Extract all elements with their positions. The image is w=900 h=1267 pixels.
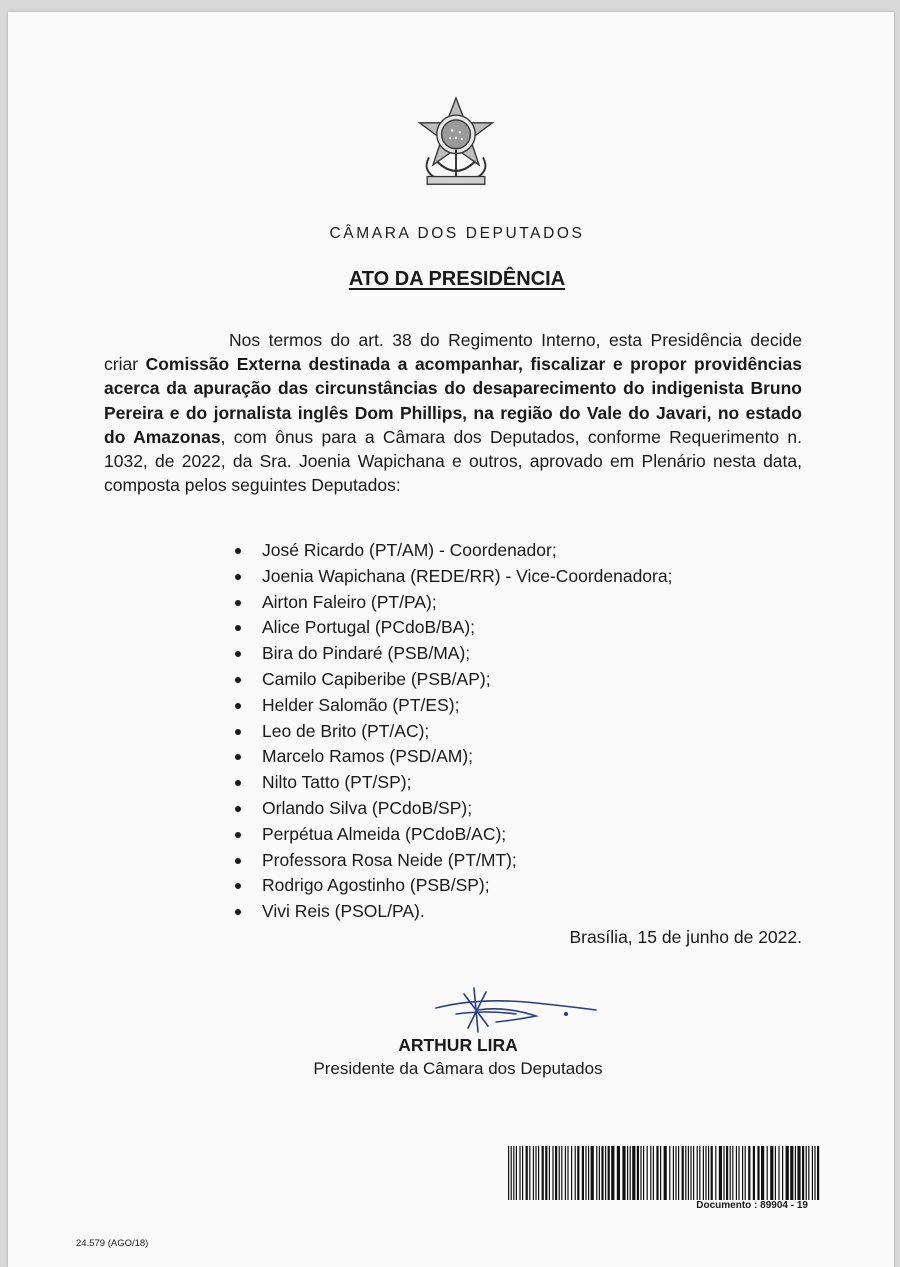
- act-title: ATO DA PRESIDÊNCIA: [348, 268, 566, 290]
- barcode-bar: [522, 1146, 523, 1200]
- list-item: Orlando Silva (PCdoB/SP);: [232, 796, 672, 822]
- barcode-bar: [653, 1146, 654, 1200]
- list-item: Bira do Pindaré (PSB/MA);: [232, 641, 672, 667]
- barcode-bar: [673, 1146, 674, 1200]
- barcode-bar: [632, 1146, 635, 1200]
- barcode-bar: [567, 1146, 568, 1200]
- coat-of-arms-icon: [408, 94, 504, 190]
- barcode-bar: [675, 1146, 676, 1200]
- barcode-bar: [697, 1146, 698, 1200]
- barcode-bar: [552, 1146, 553, 1200]
- barcode-bar: [808, 1146, 809, 1200]
- list-item: Marcelo Ramos (PSD/AM);: [232, 744, 672, 770]
- barcode-bar: [511, 1146, 512, 1200]
- list-item: Joenia Wapichana (REDE/RR) - Vice-Coordenadora;: [232, 564, 672, 590]
- list-item: Airton Faleiro (PT/PA);: [232, 590, 672, 616]
- list-item: Vivi Reis (PSOL/PA).: [232, 899, 672, 925]
- barcode-bar: [715, 1146, 716, 1200]
- barcode-bar: [647, 1146, 648, 1200]
- barcode-bar: [812, 1146, 813, 1200]
- barcode-bar: [814, 1146, 815, 1200]
- body-intro: Nos termos do art. 38 do Regimento Interno, esta Presidência decide criar: [104, 330, 802, 375]
- barcode-bar: [699, 1146, 700, 1200]
- barcode-bar: [678, 1146, 679, 1200]
- list-item: Leo de Brito (PT/AC);: [232, 719, 672, 745]
- barcode-bar: [736, 1146, 737, 1200]
- barcode-bar: [711, 1146, 713, 1200]
- list-item: José Ricardo (PT/AM) - Coordenador;: [232, 538, 672, 564]
- signer-role: Presidente da Câmara dos Deputados: [313, 1059, 603, 1078]
- barcode-bar: [719, 1146, 722, 1200]
- place-date: Brasília, 15 de junho de 2022.: [569, 927, 802, 947]
- barcode-bar: [588, 1146, 589, 1200]
- barcode-bar: [806, 1146, 807, 1200]
- list-item: Professora Rosa Neide (PT/MT);: [232, 848, 672, 874]
- barcode-bar: [516, 1146, 517, 1200]
- barcode-bar: [802, 1146, 804, 1200]
- barcode-bar: [585, 1146, 586, 1200]
- barcode-bar: [529, 1146, 530, 1200]
- barcode-bar: [660, 1146, 661, 1200]
- barcode-bar: [656, 1146, 658, 1200]
- barcode-bar: [519, 1146, 520, 1200]
- barcode-bar: [817, 1146, 819, 1200]
- barcode-bar: [730, 1146, 731, 1200]
- barcode-bar: [533, 1146, 534, 1200]
- document-number: Documento : 89904 - 19: [696, 1200, 808, 1211]
- barcode-bar: [542, 1146, 544, 1200]
- barcode-bar: [513, 1146, 514, 1200]
- barcode-bar: [637, 1146, 639, 1200]
- barcode-bar: [685, 1146, 686, 1200]
- document-page: [8, 12, 894, 1267]
- barcode-bar: [770, 1146, 773, 1200]
- barcode-bar: [640, 1146, 641, 1200]
- barcode-bar: [577, 1146, 579, 1200]
- barcode-bar: [555, 1146, 557, 1200]
- signer-name: ARTHUR LIRA: [398, 1035, 518, 1055]
- list-item: Rodrigo Agostinho (PSB/SP);: [232, 873, 672, 899]
- barcode-bar: [605, 1146, 606, 1200]
- barcode-bar: [732, 1146, 733, 1200]
- barcode-bar: [526, 1146, 528, 1200]
- form-code: 24.579 (AGO/18): [76, 1238, 149, 1249]
- barcode-bar: [690, 1146, 691, 1200]
- barcode-bar: [682, 1146, 684, 1200]
- barcode-bar: [708, 1146, 709, 1200]
- barcode-bar: [705, 1146, 706, 1200]
- barcode-bar: [703, 1146, 704, 1200]
- list-item: Camilo Capiberibe (PSB/AP);: [232, 667, 672, 693]
- barcode-bar: [775, 1146, 776, 1200]
- barcode-bar: [757, 1146, 759, 1200]
- barcode-bar: [745, 1146, 746, 1200]
- list-item: Nilto Tatto (PT/SP);: [232, 770, 672, 796]
- list-item: Helder Salomão (PT/ES);: [232, 693, 672, 719]
- barcode-bar: [508, 1146, 509, 1200]
- barcode-bar: [599, 1146, 600, 1200]
- barcode-bar: [617, 1146, 620, 1200]
- barcode-bar: [549, 1146, 550, 1200]
- list-item: Alice Portugal (PCdoB/BA);: [232, 615, 672, 641]
- barcode-bar: [601, 1146, 603, 1200]
- barcode-bar: [761, 1146, 764, 1200]
- barcode-bar: [726, 1146, 728, 1200]
- barcode-bar: [535, 1146, 536, 1200]
- barcode-bar: [688, 1146, 689, 1200]
- barcode-bar: [559, 1146, 560, 1200]
- barcode-bar: [643, 1146, 644, 1200]
- barcode-bar: [795, 1146, 796, 1200]
- barcode-bar: [778, 1146, 779, 1200]
- barcode-bar: [753, 1146, 755, 1200]
- barcode-bar: [627, 1146, 628, 1200]
- barcode-bar: [797, 1146, 800, 1200]
- list-item: Perpétua Almeida (PCdoB/AC);: [232, 822, 672, 848]
- house-name: CÂMARA DOS DEPUTADOS: [329, 225, 585, 242]
- barcode-bar: [782, 1146, 783, 1200]
- barcode-bar: [561, 1146, 562, 1200]
- barcode-bar: [565, 1146, 566, 1200]
- act-body: [104, 328, 802, 497]
- barcode-bar: [650, 1146, 651, 1200]
- barcode-bar: [748, 1146, 750, 1200]
- barcode-bar: [622, 1146, 625, 1200]
- barcode-icon: [506, 1146, 822, 1200]
- barcode-bar: [582, 1146, 584, 1200]
- barcode-bar: [545, 1146, 547, 1200]
- barcode-bar: [693, 1146, 694, 1200]
- barcode-bar: [596, 1146, 597, 1200]
- barcode-bar: [575, 1146, 576, 1200]
- barcode-bar: [786, 1146, 789, 1200]
- barcode-bar: [742, 1146, 743, 1200]
- barcode-bar: [608, 1146, 610, 1200]
- barcode-bar: [630, 1146, 631, 1200]
- barcode-bar: [538, 1146, 539, 1200]
- members-list: [232, 538, 672, 925]
- barcode-bar: [723, 1146, 724, 1200]
- barcode-bar: [571, 1146, 572, 1200]
- barcode-bar: [738, 1146, 739, 1200]
- barcode-bar: [669, 1146, 670, 1200]
- barcode-bar: [664, 1146, 667, 1200]
- barcode-bar: [611, 1146, 614, 1200]
- body-rest: , com ônus para a Câmara dos Deputados, conforme Requerimento n. 1032, de 2022, da Sra. Joenia Wapichana e outros, aprovado em Plenário nesta data, composta pelos seguintes Deputados:: [104, 426, 802, 496]
- barcode-bar: [790, 1146, 793, 1200]
- body-commission: Comissão Externa destinada a acompanhar, fiscalizar e propor providências acerca da apuração das circunstâncias do desaparecimento do indigenista Bruno Pereira e do jornalista inglês Dom Phillips, na região do Vale do Javari, no estado do Amazonas: [104, 354, 802, 447]
- barcode-bar: [767, 1146, 768, 1200]
- barcode-bar: [591, 1146, 594, 1200]
